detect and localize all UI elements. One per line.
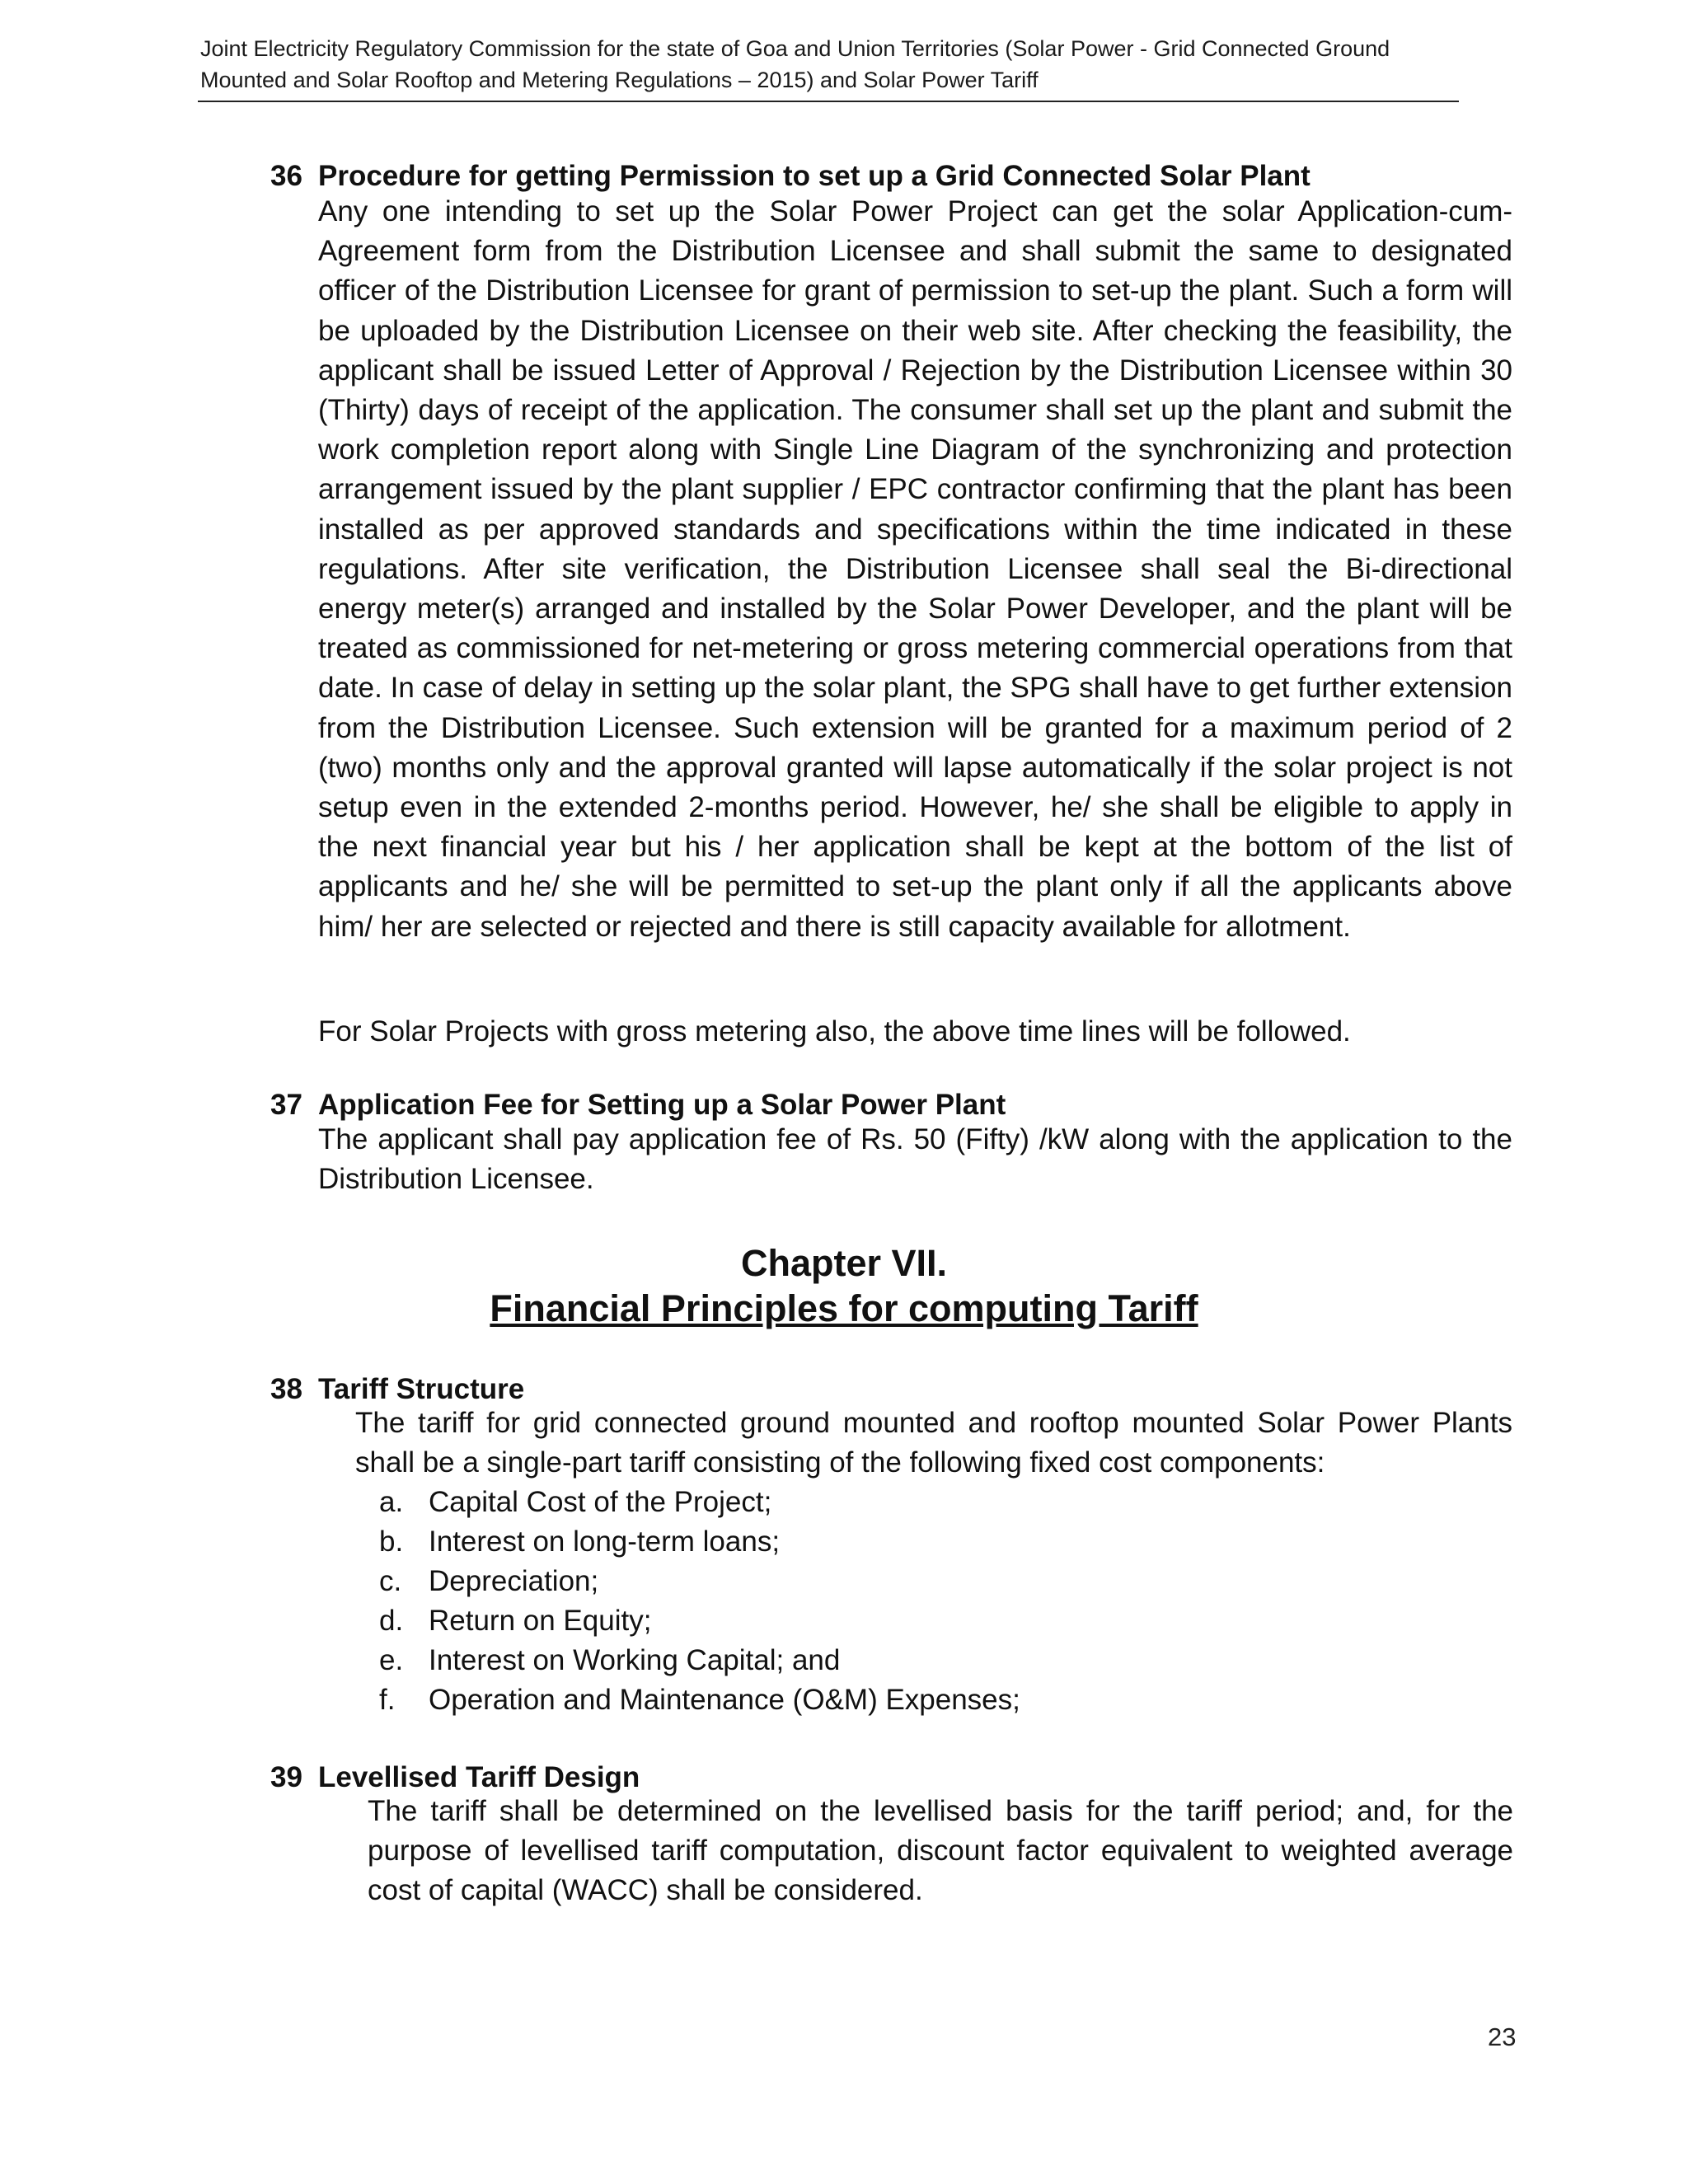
list-marker: b. — [379, 1526, 404, 1558]
list-marker: e. — [379, 1644, 404, 1676]
section-number: 36 — [270, 160, 302, 192]
list-text: Interest on Working Capital; and — [429, 1644, 841, 1676]
section-number: 37 — [270, 1089, 302, 1121]
chapter-subtitle-text: Financial Principles for computing Tariff — [490, 1287, 1198, 1329]
section-36-body: Any one intending to set up the Solar Power Project can get the solar Application-cum-Agreement form from the Distribution Licensee and shall submit the same to designated officer of the Distribution Licensee for grant of permission to set-up the plant. Such a form will be uploaded by the Distribution Licensee on their web site. After checking the feasibility, the applicant shall be issued Letter of Approval / Rejection by the Distribution Licensee within 30 (Thirty) days of receipt of the application. The consumer shall set up the plant and submit the work completion report along with Single Line Diagram of the synchronizing and protection arrangement issued by the plant supplier / EPC contractor confirming that the plant has been installed as per approved standards and specifications within the time indicated in these regulations. After site verification, the Distribution Licensee shall seal the Bi-directional energy meter(s) arranged and installed by the Solar Power Developer, and the plant will be treated as commissioned for net-metering or gross metering commercial operations from that date. In case of delay in setting up the solar plant, the SPG shall have to get further extension from the Distribution Licensee. Such extension will be granted for a maximum period of 2 (two) months only and the approval granted will lapse automatically if the solar project is not setup even in the extended 2-months period. However, he/ she shall be eligible to apply in the next financial year but his / her application shall be kept at the bottom of the list of applicants and he/ she will be permitted to set-up the plant only if all the applicants above him/ her are selected or rejected and there is still capacity available for allotment. — [318, 195, 1512, 943]
list-text: Capital Cost of the Project; — [429, 1486, 772, 1518]
section-title: Levellised Tariff Design — [318, 1761, 640, 1793]
section-37-body: The applicant shall pay application fee of Rs. 50 (Fifty) /kW along with the application to the Distribution Licensee. — [318, 1123, 1512, 1196]
section-title: Application Fee for Setting up a Solar Power Plant — [318, 1089, 1006, 1121]
list-text: Return on Equity; — [429, 1605, 652, 1637]
list-text: Interest on long-term loans; — [429, 1526, 781, 1558]
chapter-subtitle — [0, 1286, 1688, 1332]
list-marker: a. — [379, 1486, 404, 1518]
list-text: Operation and Maintenance (O&M) Expenses; — [429, 1684, 1020, 1716]
list-marker: f. — [379, 1684, 396, 1716]
section-38-body: The tariff for grid connected ground mounted and rooftop mounted Solar Power Plants shall be a single-part tariff consisting of the following fixed cost components: — [355, 1407, 1512, 1479]
section-36-note: For Solar Projects with gross metering also, the above time lines will be followed. — [318, 1015, 1351, 1047]
list-text: Depreciation; — [429, 1565, 599, 1597]
section-title: Tariff Structure — [318, 1373, 525, 1405]
section-number: 38 — [270, 1373, 302, 1405]
list-marker: d. — [379, 1605, 404, 1637]
header-divider — [198, 101, 1459, 102]
list-marker: c. — [379, 1565, 402, 1597]
section-39-body: The tariff shall be determined on the levellised basis for the tariff period; and, for the purpose of levellised tariff computation, discount factor equivalent to weighted average cost of capital (WACC) shall be considered. — [368, 1795, 1513, 1907]
section-title: Procedure for getting Permission to set up a Grid Connected Solar Plant — [318, 160, 1311, 192]
running-header: Joint Electricity Regulatory Commission for the state of Goa and Union Territories (Solar Power - Grid Connected Ground Mounted and Solar Rooftop and Metering Regulations – 2015) and Solar Power Tariff — [200, 36, 1390, 92]
page-number: 23 — [1488, 2022, 1517, 2051]
section-number: 39 — [270, 1761, 302, 1793]
chapter-title: Chapter VII. — [740, 1242, 948, 1284]
